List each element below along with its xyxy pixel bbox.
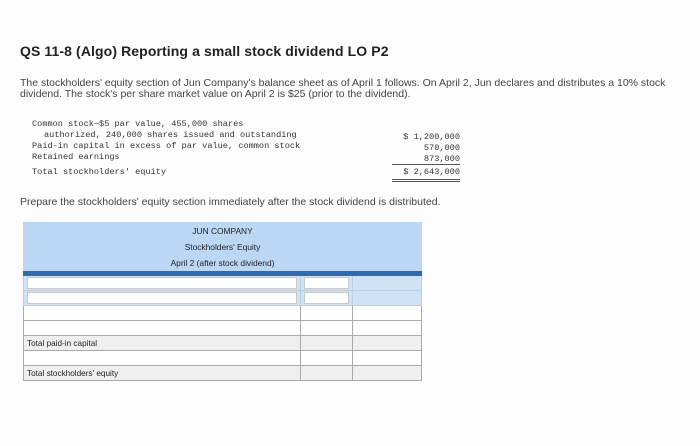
blank-row-1 — [24, 306, 422, 321]
bs-line-retained-earnings: Retained earnings — [32, 152, 120, 162]
row-2-amount-cell[interactable] — [301, 291, 353, 306]
input-row-2 — [24, 291, 422, 306]
blank-row-3 — [24, 351, 422, 366]
row-1-amount-cell[interactable] — [301, 276, 353, 291]
total-stockholders-equity-amount[interactable] — [353, 366, 422, 381]
row-1-label-cell[interactable] — [24, 276, 301, 291]
bs-total-rule-1 — [392, 179, 460, 180]
row-1-amount-input[interactable] — [304, 277, 349, 289]
bs-amount-retained-earnings: 873,000 — [423, 154, 460, 164]
header-statement-row — [24, 239, 422, 255]
header-company: JUN COMPANY — [24, 223, 422, 239]
blank-row-2 — [24, 321, 422, 336]
row-1-label-input[interactable] — [27, 277, 297, 289]
bs-line-shares-issued: authorized, 240,000 shares issued and outstanding — [44, 130, 297, 140]
total-paid-in-capital-label: Total paid-in capital — [24, 336, 301, 351]
bs-line-paid-in-capital: Paid-in capital in excess of par value, common stock — [32, 141, 301, 151]
bs-amount-common-stock: $ 1,200,000 — [403, 132, 460, 142]
row-2-amount-input[interactable] — [304, 292, 349, 304]
question-intro: The stockholders' equity section of Jun Company's balance sheet as of April 1 follows. On April 2, Jun declares and distributes a 10% stock dividend. The stock's per share market value on April 2 is $25 (prior to the dividend). — [20, 77, 666, 100]
bs-line-common-stock: Common stock—$5 par value, 455,000 shares — [32, 119, 244, 129]
total-stockholders-equity-label: Total stockholders' equity — [24, 366, 301, 381]
question-title: QS 11-8 (Algo) Reporting a small stock dividend LO P2 — [20, 43, 389, 59]
total-stockholders-equity-row — [24, 366, 422, 381]
bs-amount-paid-in-capital: 570,000 — [423, 143, 460, 153]
bs-total-rule-2 — [392, 181, 460, 182]
input-row-1 — [24, 276, 422, 291]
bs-amount-total-equity: $ 2,643,000 — [403, 167, 460, 177]
header-date: April 2 (after stock dividend) — [24, 255, 422, 271]
row-2-label-input[interactable] — [27, 292, 297, 304]
bs-line-total-equity: Total stockholders' equity — [32, 167, 167, 177]
bs-subtotal-rule — [392, 164, 460, 165]
stockholders-equity-worksheet — [23, 222, 422, 381]
total-paid-in-capital-amount[interactable] — [353, 336, 422, 351]
total-paid-in-capital-row — [24, 336, 422, 351]
header-statement: Stockholders' Equity — [24, 239, 422, 255]
row-1-total-cell — [353, 276, 422, 291]
header-date-row — [24, 255, 422, 271]
header-company-row — [24, 223, 422, 239]
row-2-label-cell[interactable] — [24, 291, 301, 306]
row-2-total-cell — [353, 291, 422, 306]
question-prompt: Prepare the stockholders' equity section immediately after the stock dividend is distributed. — [20, 196, 441, 208]
